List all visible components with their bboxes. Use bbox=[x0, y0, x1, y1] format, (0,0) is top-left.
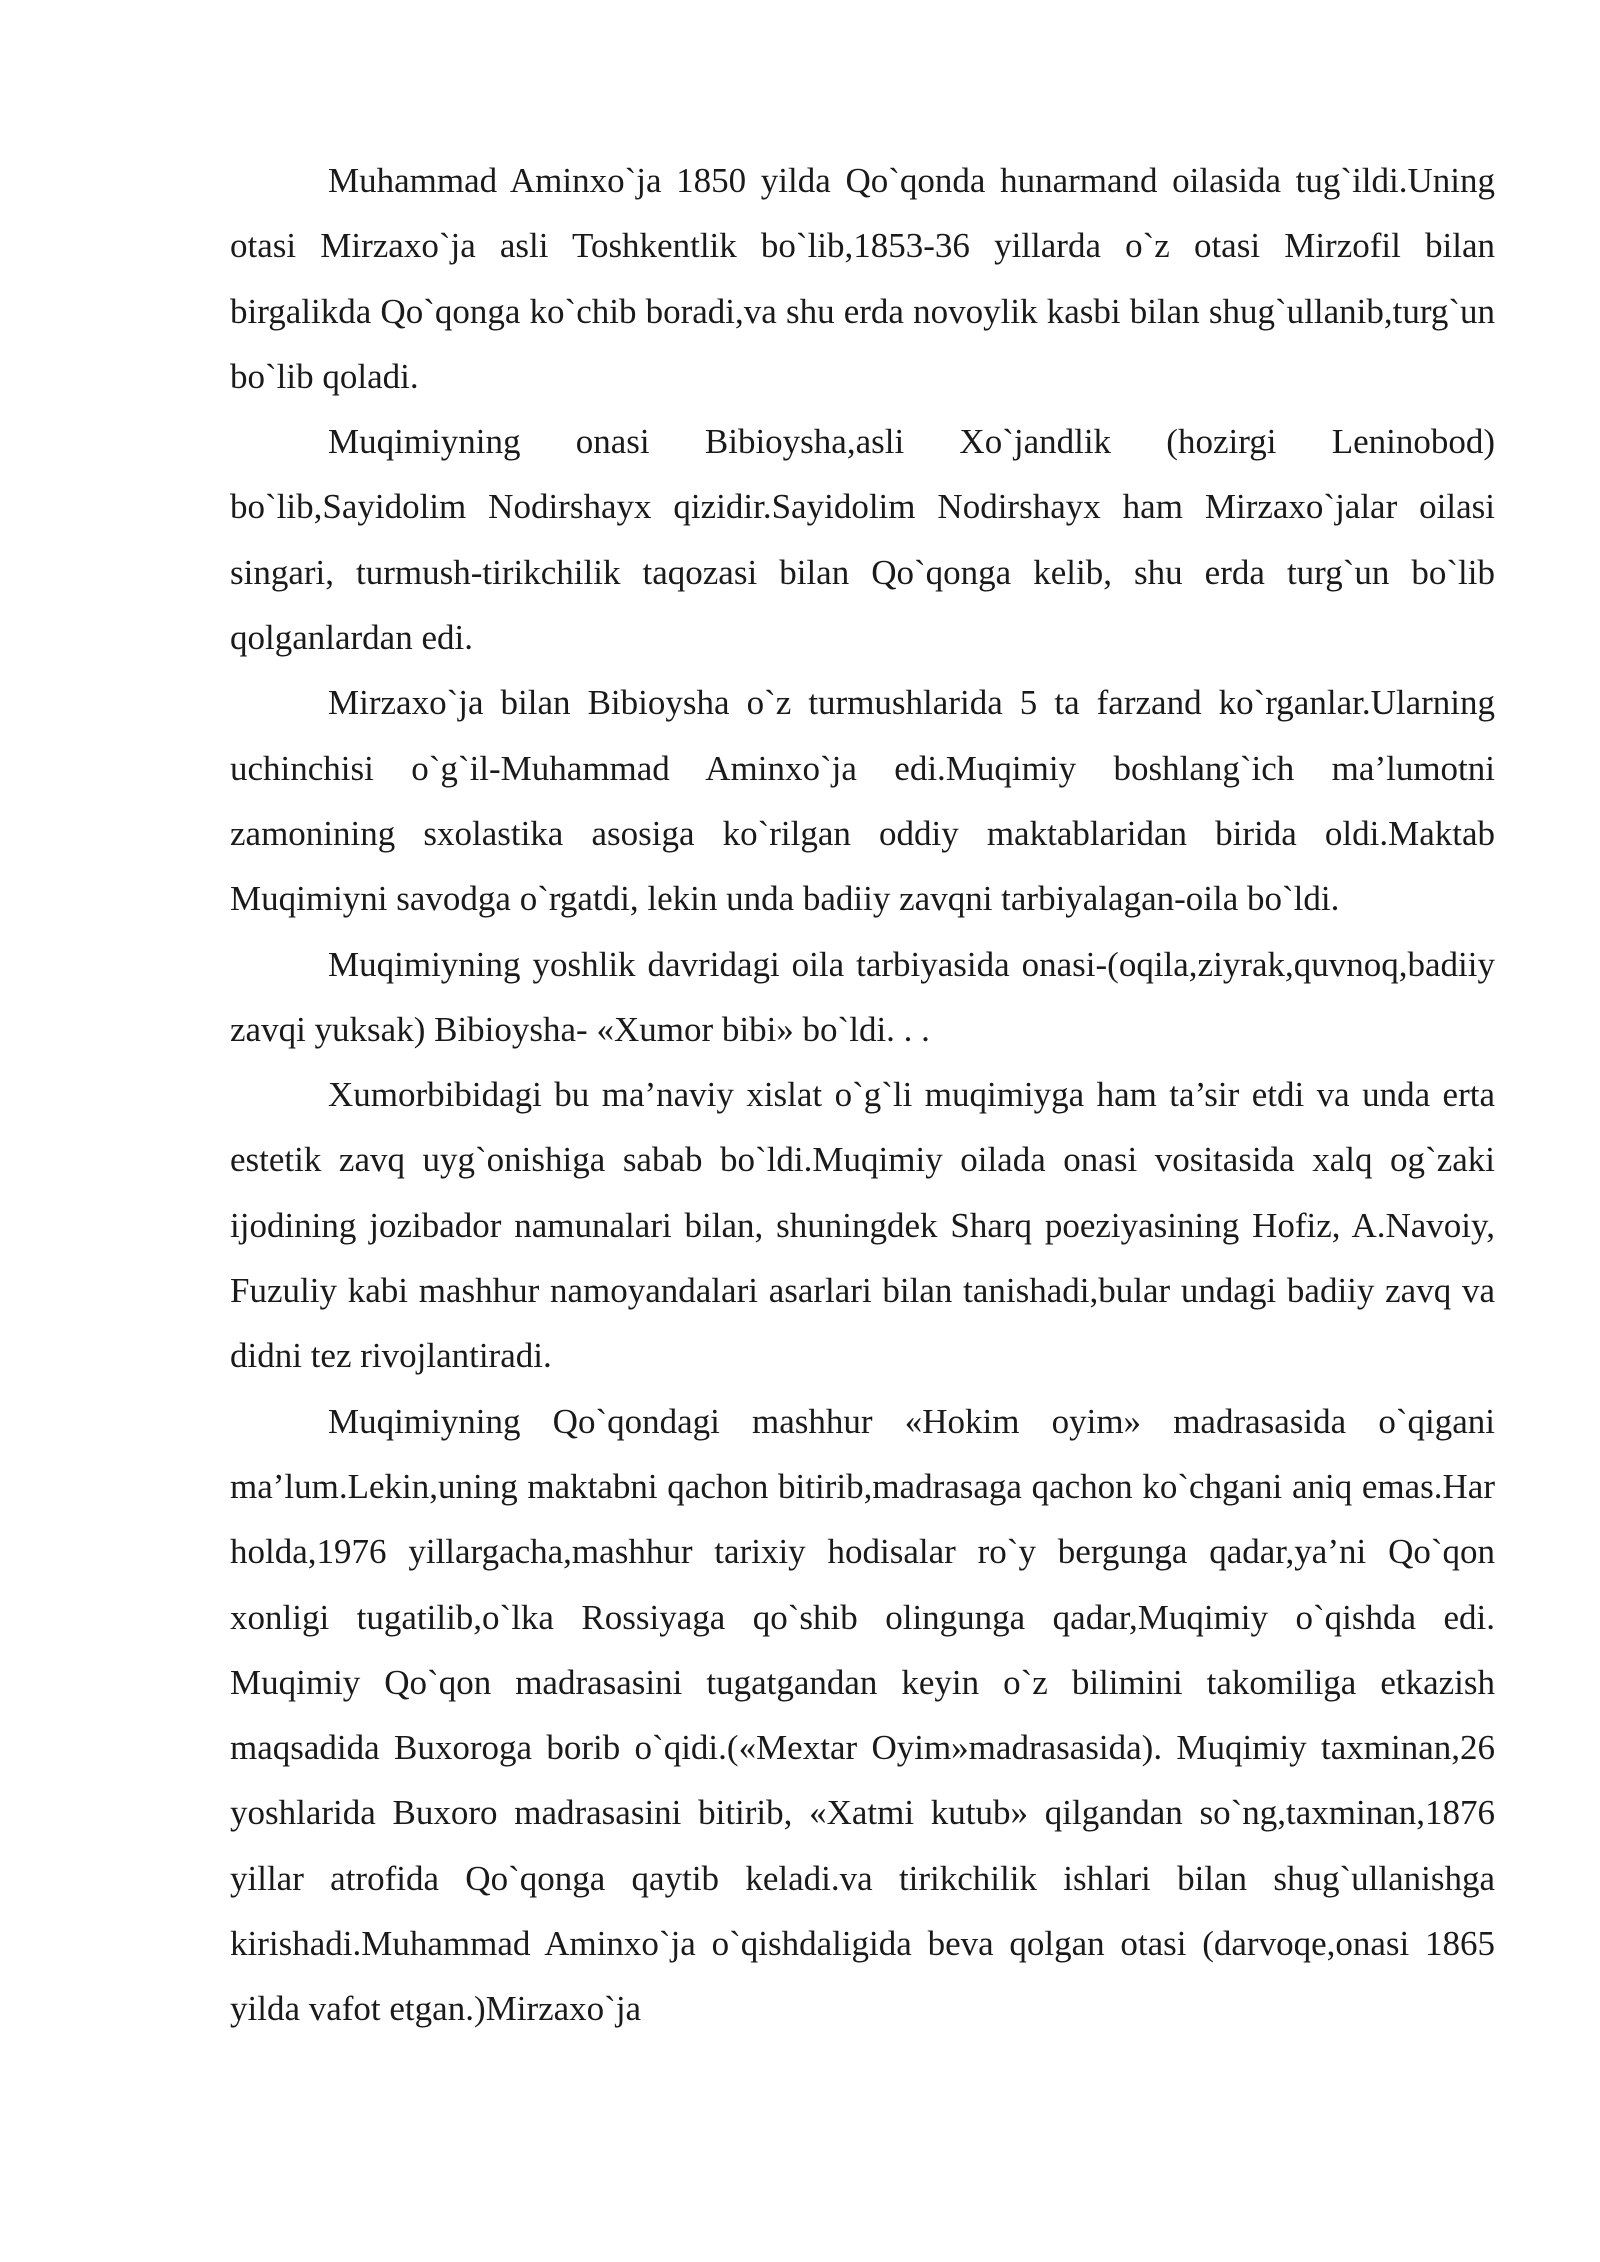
paragraph-madrasa-education: Muqimiyning Qo`qondagi mashhur «Hokim oyim» madrasasida o`qigani ma’lum.Lekin,uning maktabni qachon bitirib,madrasaga qachon ko`chgani aniq emas.Har holda,1976 yillargacha,mashhur tarixiy hodisalar ro`y bergunga qadar,ya’ni Qo`qon xonligi tugatilib,o`lka Rossiyaga qo`shib olingunga qadar,Muqimiy o`qishda edi. Muqimiy Qo`qon madrasasini tugatgandan keyin o`z bilimini takomiliga etkazish maqsadida Buxoroga borib o`qidi.(«Mextar Oyim»madrasasida). Muqimiy taxminan,26 yoshlarida Buxoro madrasasini bitirib, «Xatmi kutub» qilgandan so`ng,taxminan,1876 yillar atrofida Qo`qonga qaytib keladi.va tirikchilik ishlari bilan shug`ullanishga kirishadi.Muhammad Aminxo`ja o`qishdaligida beva qolgan otasi (darvoqe,onasi 1865 yilda vafot etgan.)Mirzaxo`ja bbox=[230, 1401, 1495, 2029]
paragraph-aesthetic-influence: Xumorbibidagi bu ma’naviy xislat o`g`li muqimiyga ham ta’sir etdi va unda erta estetik zavq uyg`onishiga sabab bo`ldi.Muqimiy oilada onasi vositasida xalq og`zaki ijodining jozibador namunalari bilan, shuningdek Sharq poeziyasining Hofiz, A.Navoiy, Fuzuliy kabi mashhur namoyandalari asarlari bilan tanishadi,bular undagi badiiy zavq va didni tez rivojlantiradi. bbox=[230, 1075, 1495, 1376]
paragraph-mother: Muqimiyning onasi Bibioysha,asli Xo`jandlik (hozirgi Leninobod) bo`lib,Sayidolim Nodirshayx qizidir.Sayidolim Nodirshayx ham Mirzaxo`jalar oilasi singari, turmush-tirikchilik taqozasi bilan Qo`qonga kelib, shu erda turg`un bo`lib qolganlardan edi. bbox=[230, 422, 1495, 658]
paragraph-birth: Muhammad Aminxo`ja 1850 yilda Qo`qonda hunarmand oilasida tug`ildi.Uning otasi Mirzaxo`ja asli Toshkentlik bo`lib,1853-36 yillarda o`z otasi Mirzofil bilan birgalikda Qo`qonga ko`chib boradi,va shu erda novoylik kasbi bilan shug`ullanib,turg`un bo`lib qoladi. bbox=[230, 161, 1495, 396]
paragraph-upbringing: Muqimiyning yoshlik davridagi oila tarbiyasida onasi-(oqila,ziyrak,quvnoq,badiiy zavqi yuksak) Bibioysha- «Xumor bibi» bo`ldi. . . bbox=[230, 944, 1495, 1049]
paragraph-children-schooling: Mirzaxo`ja bilan Bibioysha o`z turmushlarida 5 ta farzand ko`rganlar.Ularning uchinchisi o`g`il-Muhammad Aminxo`ja edi.Muqimiy boshlang`ich ma’lumotni zamonining sxolastika asosiga ko`rilgan oddiy maktablaridan birida oldi.Maktab Muqimiyni savodga o`rgatdi, lekin unda badiiy zavqni tarbiyalagan-oila bo`ldi. bbox=[230, 683, 1495, 919]
document-body bbox=[230, 148, 1495, 2042]
